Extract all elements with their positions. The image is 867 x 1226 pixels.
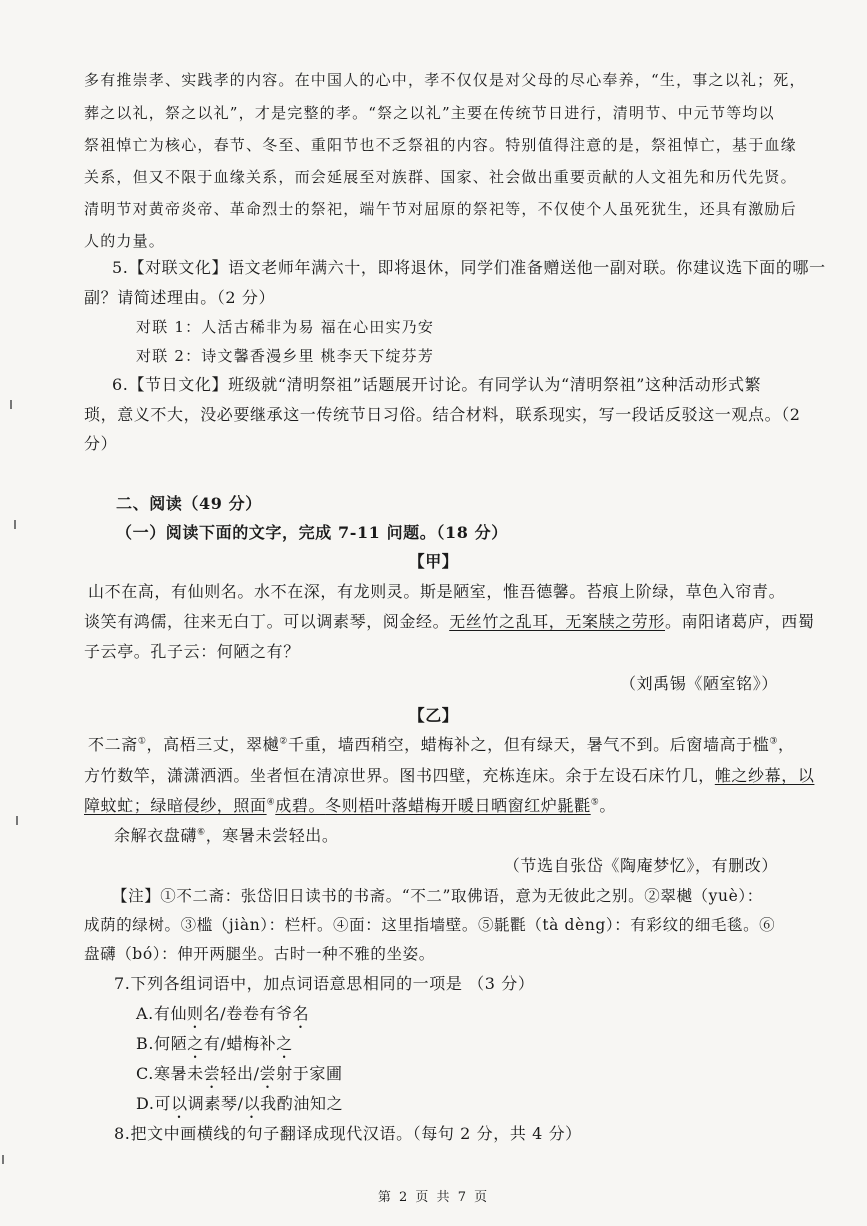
couplet-2: 对联 2：诗文馨香漫乡里 桃李天下绽芬芳 (136, 347, 435, 365)
underlined-sentence: 无丝竹之乱耳，无案牍之劳形 (449, 612, 666, 631)
scan-mark (14, 520, 16, 529)
subsection-title: （一）阅读下面的文字，完成 7-11 问题。（18 分） (116, 523, 508, 542)
jia-line: 谈笑有鸿儒，往来无白丁。可以调素琴，阅金经。无丝竹之乱耳，无案牍之劳形。南阳诸葛庐，西蜀 (84, 612, 815, 631)
passage-line: 人的力量。 (84, 232, 166, 250)
q5-stem: 5.【对联文化】语文老师年满六十，即将退休，同学们准备赠送他一副对联。你建议选下面的哪一 (112, 258, 826, 277)
q6-stem-cont: 分） (84, 434, 118, 453)
q7-option-b: B.何陋之有/蜡梅补之 (136, 1034, 293, 1053)
yi-line: 余解衣盘礴⑥，寒暑未尝轻出。 (114, 826, 339, 845)
notes-line: 【注】①不二斋：张岱旧日读书的书斋。“不二”取佛语，意为无彼此之别。②翠樾（yuè）： (112, 887, 763, 905)
scan-mark (10, 400, 12, 409)
notes-line: 盘礴（bó）：伸开两腿坐。古时一种不雅的坐姿。 (84, 945, 435, 963)
q7-option-c: C.寒暑未尝轻出/尝射于家圃 (136, 1064, 343, 1083)
q6-stem: 6.【节日文化】班级就“清明祭祖”话题展开讨论。有同学认为“清明祭祖”这种活动形式繁 (112, 375, 762, 394)
q6-stem-cont: 琐，意义不大，没必要继承这一传统节日习俗。结合材料，联系现实，写一段话反驳这一观点。（2 (84, 405, 801, 424)
jia-line: 山不在高，有仙则名。水不在深，有龙则灵。斯是陋室，惟吾德馨。苔痕上阶绿，草色入帘青。 (88, 582, 786, 601)
jia-source: （刘禹锡《陋室铭》） (619, 674, 778, 693)
passage-label-jia: 【甲】 (408, 552, 459, 571)
scan-mark (16, 816, 18, 825)
yi-line: 障蚊虻；绿暗侵纱，照面④成碧。冬则梧叶落蜡梅开暖日晒窗红炉毾氍⑤。 (84, 796, 616, 815)
section-title: 二、阅读（49 分） (116, 494, 262, 513)
underlined-sentence: 冬则梧叶落蜡梅开暖日晒窗红炉毾氍 (325, 796, 591, 815)
passage-line: 多有推崇孝、实践孝的内容。在中国人的心中，孝不仅仅是对父母的尽心奉养，“生，事之以礼；死， (84, 71, 806, 89)
passage-line: 清明节对黄帝炎帝、革命烈士的祭祀，端午节对屈原的祭祀等，不仅使个人虽死犹生，还具有激励后 (84, 200, 797, 218)
q5-stem-cont: 副？请简述理由。（2 分） (84, 288, 276, 307)
q7-option-a: A.有仙则名/卷卷有爷名 (136, 1004, 310, 1023)
passage-line: 祭祖悼亡为核心，春节、冬至、重阳节也不乏祭祖的内容。特别值得注意的是，祭祖悼亡，基于血缘 (84, 136, 797, 154)
couplet-1: 对联 1：人活古稀非为易 福在心田实乃安 (136, 318, 435, 336)
passage-line: 关系，但又不限于血缘关系，而会延展至对族群、国家、社会做出重要贡献的人文祖先和历代先贤。 (84, 168, 797, 186)
jia-line: 子云亭。孔子云：何陋之有？ (84, 642, 300, 661)
page-footer: 第 2 页 共 7 页 (377, 1190, 490, 1205)
passage-line: 葬之以礼，祭之以礼”，才是完整的孝。“祭之以礼”主要在传统节日进行，清明节、中元节等均以 (84, 104, 775, 122)
yi-source: （节选自张岱《陶庵梦忆》，有删改） (503, 856, 778, 875)
underlined-sentence: 帷之纱幕，以 (714, 766, 815, 785)
yi-line: 不二斋①，高梧三丈，翠樾②千重，墙西稍空，蜡梅补之，但有绿天，暑气不到。后窗墙高于槛③， (88, 735, 795, 754)
notes-line: 成荫的绿树。③槛（jiàn）：栏杆。④面：这里指墙壁。⑤毾氍（tà dèng）：有彩纹的细毛毯。⑥ (84, 916, 776, 934)
q7-stem: 7.下列各组词语中，加点词语意思相同的一项是 （3 分） (114, 974, 535, 993)
passage-label-yi: 【乙】 (408, 706, 459, 725)
scan-mark (2, 1155, 4, 1164)
q7-option-d: D.可以调素琴/以我酌油知之 (136, 1094, 344, 1113)
q8-stem: 8.把文中画横线的句子翻译成现代汉语。（每句 2 分，共 4 分） (114, 1124, 582, 1143)
yi-line: 方竹数竿，潇潇洒洒。坐者恒在清凉世界。图书四壁，充栋连床。余于左设石床竹几，帷之纱幕，以 (84, 766, 815, 785)
